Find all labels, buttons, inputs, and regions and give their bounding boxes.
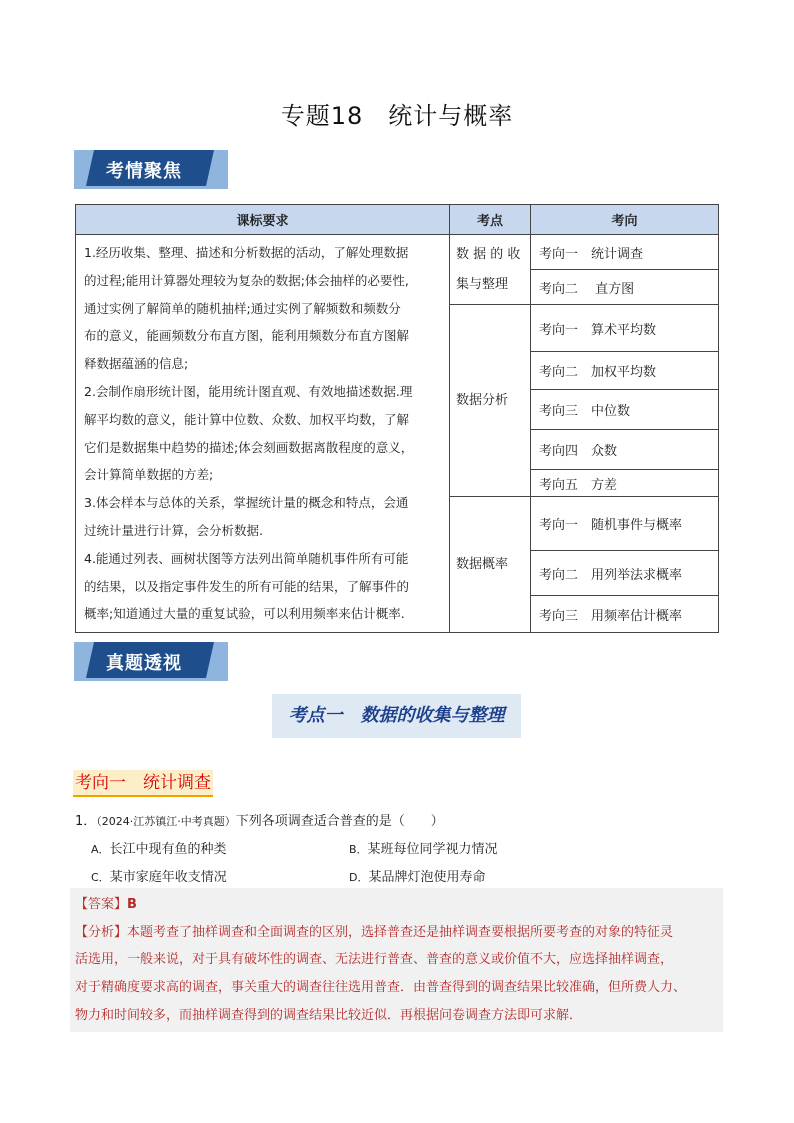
req-line: 解平均数的意义，能计算中位数、众数、加权平均数，了解 [84, 411, 410, 427]
req-line: 布的意义，能画频数分布直方图，能利用频数分布直方图解 [84, 328, 410, 344]
req-line: 它们是数据集中趋势的描述;体会刻画数据离散程度的意义， [84, 439, 414, 455]
req-line: 概率;知道通过大量的重复试验，可以利用频率来估计概率. [84, 606, 405, 622]
option-text: 长江中现有鱼的种类 [109, 842, 227, 857]
direction-heading: 考向一 统计调查 [73, 770, 213, 796]
header-requirements: 课标要求 [76, 205, 450, 235]
option-c[interactable] [91, 866, 227, 885]
question-stem: 下列各项调查适合普查的是（ ） [235, 814, 444, 829]
point-heading: 考点一 数据的收集与整理 [272, 694, 521, 738]
direction-cell: 考向二 加权平均数 [531, 352, 719, 390]
page-title: 专题18 统计与概率 [280, 102, 514, 130]
option-text: 某市家庭年收支情况 [109, 870, 227, 885]
section-banner-real-exam [74, 642, 228, 680]
question-number: 1． [75, 814, 97, 829]
direction-cell: 考向四 众数 [531, 430, 719, 470]
direction-cell: 考向二 用列举法求概率 [531, 551, 719, 596]
option-b[interactable] [349, 838, 498, 857]
direction-cell: 考向一 统计调查 [531, 235, 719, 270]
direction-cell: 考向五 方差 [531, 470, 719, 497]
option-a[interactable] [91, 838, 227, 857]
requirements-cell [76, 235, 450, 633]
header-points: 考点 [450, 205, 531, 235]
point-probability: 数据概率 [450, 497, 531, 633]
req-line: 2.会制作扇形统计图，能用统计图直观、有效地描述数据.理 [84, 383, 413, 399]
analysis-line [75, 921, 673, 940]
req-line: 过统计量进行计算，会分析数据. [84, 522, 263, 538]
curriculum-table [75, 204, 719, 633]
direction-cell: 考向一 随机事件与概率 [531, 497, 719, 551]
analysis-label: 【分析】 [75, 925, 128, 940]
option-letter: D． [349, 871, 369, 884]
option-text: 某品牌灯泡使用寿命 [368, 870, 486, 885]
answer-label: 【答案】 [75, 897, 128, 912]
direction-cell: 考向三 用频率估计概率 [531, 596, 719, 633]
answer-value: B [127, 897, 137, 912]
answer-line [75, 893, 137, 912]
direction-cell: 考向二 直方图 [531, 270, 719, 305]
option-letter: A． [91, 843, 110, 856]
req-line: 的过程;能用计算器处理较为复杂的数据;体会抽样的必要性, [84, 272, 409, 288]
question-source: （2024·江苏镇江·中考真题） [96, 815, 236, 828]
point-data-collection: 数 据 的 收 集与整理 [450, 235, 531, 305]
req-line: 3.体会样本与总体的关系，掌握统计量的概念和特点，会通 [84, 495, 409, 511]
req-line: 4.能通过列表、画树状图等方法列出简单随机事件所有可能 [84, 550, 409, 566]
direction-underline [73, 795, 213, 797]
analysis-line: 对于精确度要求高的调查，事关重大的调查往往选用普查．由普查得到的调查结果比较准确，但所费人力、 [75, 980, 687, 995]
section-banner-exam-focus [74, 150, 228, 188]
analysis-text: 本题考查了抽样调查和全面调查的区别，选择普查还是抽样调查要根据所要考查的对象的特征灵 [127, 925, 674, 940]
direction-cell: 考向一 算术平均数 [531, 305, 719, 352]
req-line: 的结果，以及指定事件发生的所有可能的结果，了解事件的 [84, 578, 410, 594]
option-text: 某班每位同学视力情况 [367, 842, 498, 857]
option-letter: C． [91, 871, 110, 884]
option-d[interactable] [349, 866, 486, 885]
banner-label: 考情聚焦 [106, 161, 182, 182]
header-directions: 考向 [531, 205, 719, 235]
analysis-line: 活选用，一般来说，对于具有破坏性的调查、无法进行普查、普查的意义或价值不大，应选择抽样调查， [75, 952, 674, 967]
analysis-line: 物力和时间较多，而抽样调查得到的调查结果比较近似．再根据问卷调查方法即可求解． [75, 1008, 583, 1023]
point-data-analysis: 数据分析 [450, 305, 531, 497]
req-line: 1.经历收集、整理、描述和分析数据的活动，了解处理数据 [84, 245, 409, 260]
direction-cell: 考向三 中位数 [531, 390, 719, 430]
question-stem-line [75, 810, 444, 829]
req-line: 释数据蕴涵的信息; [84, 356, 189, 372]
req-line: 会计算简单数据的方差; [84, 467, 214, 483]
banner-label: 真题透视 [106, 653, 182, 674]
option-letter: B． [349, 843, 368, 856]
req-line: 通过实例了解简单的随机抽样;通过实例了解频数和频数分 [84, 300, 401, 316]
